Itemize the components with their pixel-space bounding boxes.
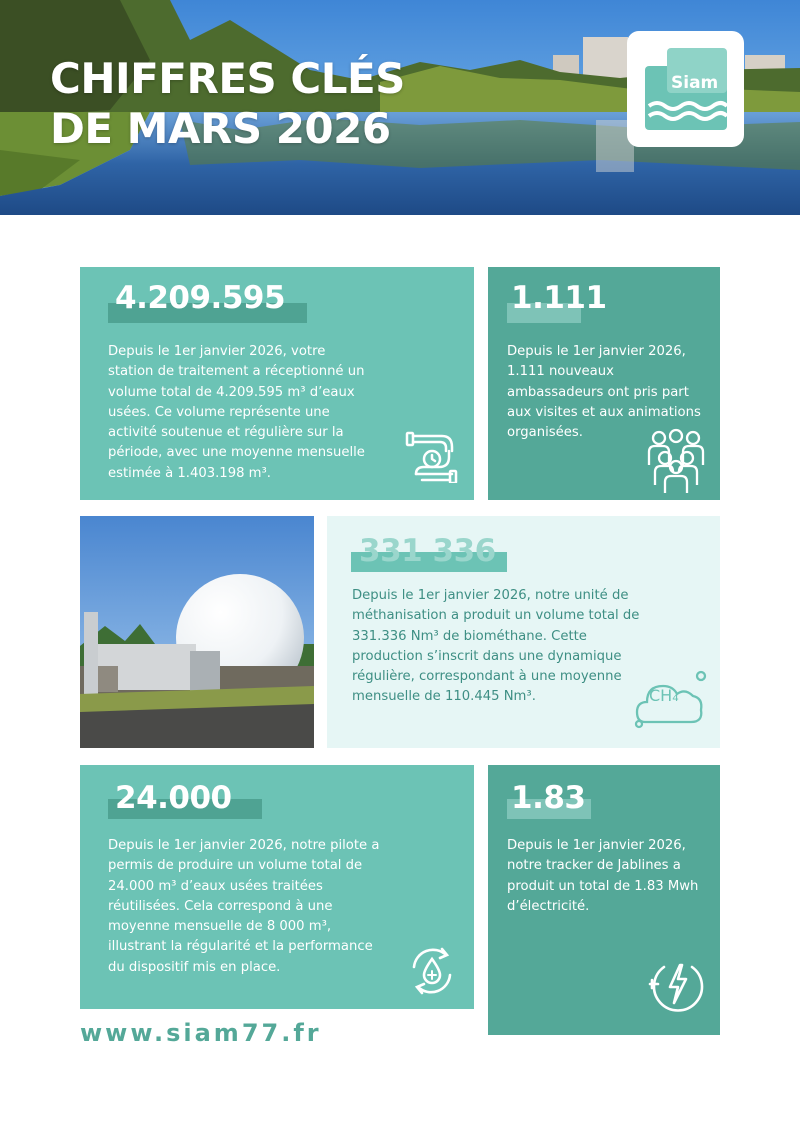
group-icon	[643, 427, 709, 493]
biogas-dome-image	[80, 516, 314, 748]
stat-description: Depuis le 1er janvier 2026, notre pilote a permis de produire un volume total de 24.000 m³ d’eaux usées traitées réutilisées. Cela correspond à une moyenne mensuelle de 8 000 m³, illustrant la régularité et la performance du dispositif mis en place.	[108, 838, 380, 975]
pipe-icon	[404, 427, 460, 483]
stat-description: Depuis le 1er janvier 2026, notre tracker de Jablines a produit un total de 1.83 Mwh d’électricité.	[507, 838, 699, 914]
card-biomethane	[327, 516, 720, 748]
siam-logo[interactable]	[627, 31, 744, 147]
card-ambassadors	[488, 267, 720, 500]
stat-number: 331 336	[359, 533, 496, 569]
methanisation-photo	[80, 516, 314, 748]
stat-number: 4.209.595	[115, 280, 286, 316]
page-title-line-2: DE MARS 2026	[50, 104, 391, 153]
card-wastewater	[80, 267, 474, 500]
stat-description: Depuis le 1er janvier 2026, notre unité de méthanisation a produit un volume total de 331.336 Nm³ de biométhane. Cette production s’inscrit dans une dynamique régulière, correspondant à une moyenne mensuelle de 110.445 Nm³.	[352, 588, 640, 705]
stat-number: 24.000	[115, 780, 232, 816]
website-link[interactable]: www.siam77.fr	[80, 1019, 322, 1047]
stat-description: Depuis le 1er janvier 2026, 1.111 nouveaux ambassadeurs ont pris part aux visites et aux animations organisées.	[507, 344, 701, 441]
stat-number: 1.83	[511, 780, 586, 816]
card-water-reuse	[80, 765, 474, 1009]
logo-text: Siam	[671, 73, 719, 93]
stat-description: Depuis le 1er janvier 2026, votre station de traitement a réceptionné un volume total de 4.209.595 m³ d’eaux usées. Ce volume représente une activité soutenue et régulière sur la période, avec une moyenne mensuelle estimée à 1.403.198 m³.	[108, 344, 365, 481]
water-recycle-icon	[406, 945, 458, 997]
ch4-label: CH₄	[649, 686, 679, 705]
electric-plug-icon	[648, 957, 708, 1013]
page-title-line-1: CHIFFRES CLÉS	[50, 54, 405, 103]
card-electricity	[488, 765, 720, 1035]
stat-number: 1.111	[511, 280, 607, 316]
